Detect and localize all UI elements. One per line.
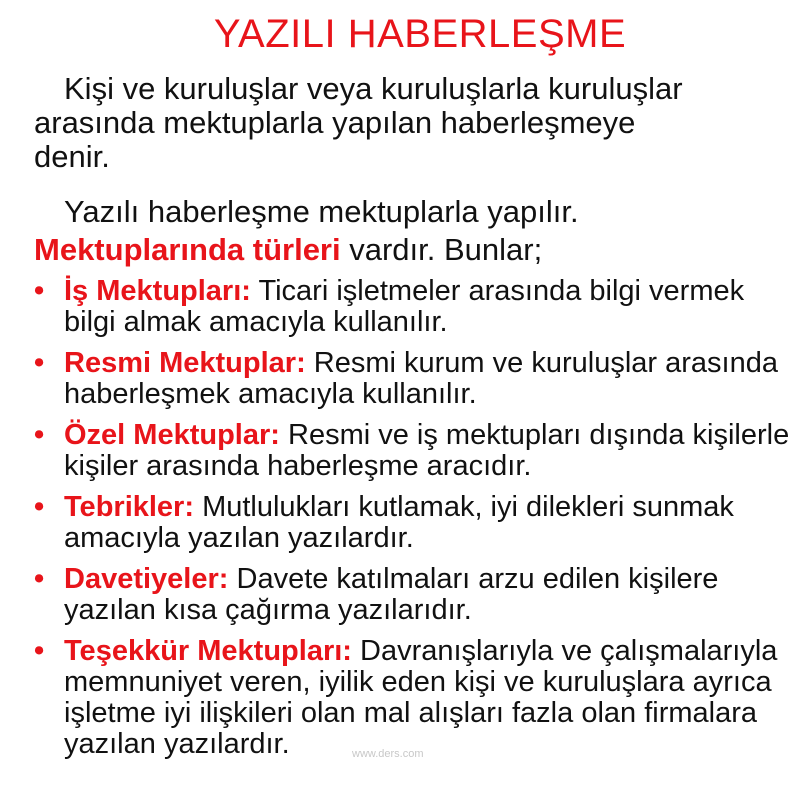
item-term: Tebrikler: — [64, 491, 195, 523]
list-item — [34, 492, 794, 554]
item-term: Davetiyeler: — [64, 563, 229, 595]
item-text: Resmi ve iş mektupları dışında kişilerle kişiler arasında haberleşme aracıdır. — [64, 419, 790, 482]
item-term: Teşekkür Mektupları: — [64, 635, 352, 667]
bullet-icon: • — [34, 419, 45, 451]
item-text: Ticari işletmeler arasında bilgi vermek bilgi almak amacıyla kullanılır. — [64, 275, 745, 338]
list-item — [34, 276, 794, 338]
list-item — [34, 348, 794, 410]
bullet-icon: • — [34, 563, 45, 595]
intro-paragraph — [34, 72, 794, 174]
sentence-2: Yazılı haberleşme mektuplarla yapılır. — [64, 194, 579, 229]
types-intro — [34, 233, 794, 267]
list-item — [34, 420, 794, 482]
bullet-icon: • — [34, 635, 45, 667]
item-term: Özel Mektuplar: — [64, 419, 280, 451]
item-term: İş Mektupları: — [64, 275, 251, 307]
types-intro-highlight: Mektuplarında türleri — [34, 232, 341, 267]
list-item — [34, 636, 794, 760]
bullet-icon: • — [34, 491, 45, 523]
item-term: Resmi Mektuplar: — [64, 347, 306, 379]
letter-types-list — [34, 276, 794, 770]
slide-title: YAZILI HABERLEŞME — [213, 12, 627, 56]
intro-line-3: denir. — [34, 139, 110, 174]
intro-line-1: Kişi ve kuruluşlar veya kuruluşlarla kuruluşlar — [64, 71, 683, 106]
list-item — [34, 564, 794, 626]
types-intro-rest: vardır. Bunlar; — [340, 232, 543, 267]
intro-line-2: arasında mektuplarla yapılan haberleşmeye — [34, 105, 636, 140]
item-text: Davranışlarıyla ve çalışmalarıyla memnuniyet veren, iyilik eden kişi ve kuruluşlara ayrıca işletme iyi ilişkileri olan mal alışları fazla olan firmalara yazılan yazılardır. — [64, 635, 778, 760]
bullet-icon: • — [34, 275, 45, 307]
item-text: Resmi kurum ve kuruluşlar arasında haberleşmek amacıyla kullanılır. — [64, 347, 778, 410]
item-text: Davete katılmaları arzu edilen kişilere yazılan kısa çağırma yazılarıdır. — [64, 563, 719, 626]
watermark: www.ders.com — [352, 748, 424, 760]
item-text: Mutlulukları kutlamak, iyi dilekleri sunmak amacıyla yazılan yazılardır. — [64, 491, 734, 554]
bullet-icon: • — [34, 347, 45, 379]
